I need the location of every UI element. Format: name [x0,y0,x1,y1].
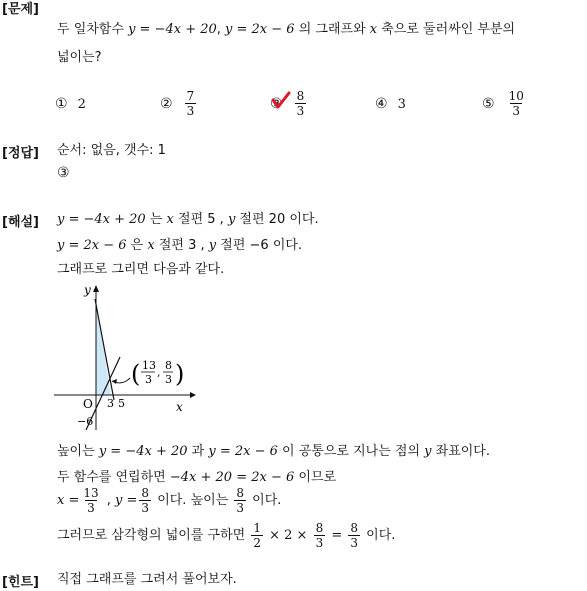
point-label-paren-close: ) [175,360,185,388]
answer-value: ③ [57,165,70,181]
point-sep: , [157,366,161,379]
solution-line-7: 그러므로 삼각형의 넓이를 구하면 $\frac{1}{2}$ × 2 × $\frac{8}{3}$ = $\frac{8}{3}$ 이다. [57,521,396,550]
solution-line-4: 높이는 y = −4x + 20 과 y = 2x − 6 이 공통으로 지나는 점의 y 좌표이다. [57,444,490,459]
equation-2: y = 2x − 6 [225,22,295,37]
x-tick-3: 3 [107,397,114,410]
y-axis-label: y [84,283,91,297]
solution-line-5: 두 함수를 연립하면 −4x + 20 = 2x − 6 이므로 [57,470,337,485]
problem-tag: [문제] [2,2,39,17]
point-label-paren-open: ( [131,360,141,388]
y-tick-neg6: −6 [77,415,94,428]
choice-1[interactable]: ① 2 [55,96,86,112]
choice-5[interactable]: ⑤ $\frac{10}{3}$ [482,89,524,118]
choice-2[interactable]: ② $\frac{7}{3}$ [160,89,195,118]
answer-tag: [정답] [2,146,39,161]
solution-graph [50,282,200,432]
point-y-den: 3 [165,373,172,386]
point-x-num: 13 [142,359,156,372]
solution-line-6: x = $\frac{13}{3}$ , y = $\frac{8}{3}$ 이다. 높이는 $\frac{8}{3}$ 이다. [57,486,282,515]
y-axis-arrow [93,285,99,292]
point-x-den: 3 [145,373,152,386]
solution-tag: [해설] [2,215,39,230]
x-axis-label: x [176,400,183,414]
problem-line-2: 넓이는? [57,50,102,65]
hint-tag: [힌트] [2,575,39,590]
problem-line-1: 두 일차함수 y = −4x + 20, y = 2x − 6 의 그래프와 x 축으로 둘러싸인 부분의 [57,22,516,37]
check-mark-icon [270,90,292,112]
point-y-num: 8 [165,359,172,372]
hint-text: 직접 그래프를 그려서 풀어보자. [57,572,237,587]
solution-line-2: y = 2x − 6 은 x 절편 3 , y 절편 −6 이다. [57,238,303,253]
answer-info: 순서: 없음, 갯수: 1 [57,143,166,158]
x-axis-arrow [190,392,196,398]
x-tick-5: 5 [118,397,125,410]
equation-1: y = −4x + 20 [128,22,217,37]
solution-line-3: 그래프로 그리면 다음과 같다. [57,262,225,277]
origin-label: O [83,397,93,411]
choice-4[interactable]: ④ 3 [375,96,406,112]
choice-3[interactable]: ③ $\frac{8}{3}$ [270,89,305,118]
solution-line-1: y = −4x + 20 는 x 절편 5 , y 절편 20 이다. [57,212,319,227]
